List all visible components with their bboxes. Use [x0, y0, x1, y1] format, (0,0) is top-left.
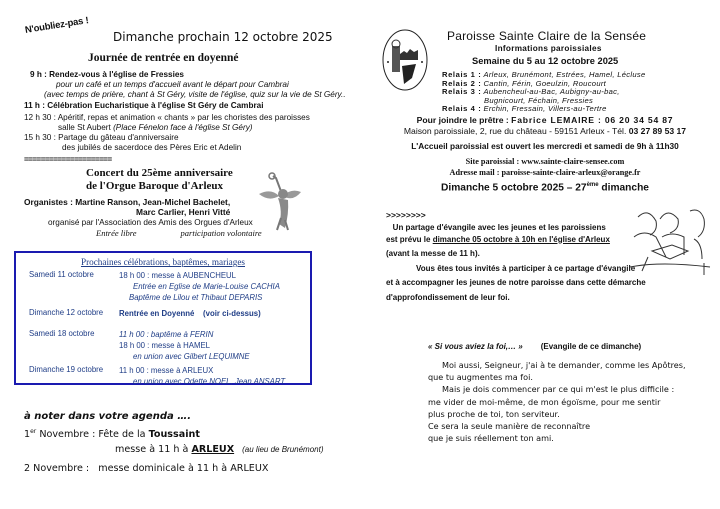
relais-villages: Erchin, Fressain, Villers-au-Tertre — [483, 104, 607, 114]
address: Maison paroissiale, 2, rue du château - 59151 Arleux - Tél. — [403, 125, 629, 136]
prayer-text — [428, 359, 686, 444]
relais-label: Relais 1 : — [442, 70, 482, 79]
celebration-line: en union avec Gilbert LEQUIMNE — [133, 352, 250, 361]
concert-title-line1: Concert du 25ème anniversaire — [86, 167, 233, 179]
concert-organists — [24, 197, 230, 217]
prayer-line: que je suis réellement ton ami. — [428, 433, 554, 444]
relais-villages: Aubencheul-au-Bac, Aubigny-au-bac, — [483, 87, 620, 97]
arrows-marker: >>>>>>>> — [386, 210, 426, 220]
celebration-line: en union avec Odette NOEL, Jean ANSART — [133, 377, 286, 386]
celebration-line: 11 h 00 : baptême à FERIN — [119, 330, 214, 339]
prayer-line: plus proche de toi, ton serviteur. — [428, 408, 560, 419]
gospel-line: Un partage d'évangile avec les jeunes et les paroissiens — [386, 223, 606, 232]
gospel-line: et à accompagner les jeunes de notre paroisse dans cette démarche — [386, 278, 646, 287]
gospel-line: Vous êtes tous invités à participer à ce partage d'évangile — [416, 263, 636, 273]
concert-organizer: organisé par l'Association des Amis des Orgues d'Arleux — [48, 218, 253, 227]
gospel-date-place: dimanche 05 octobre à 10h en l'église d'Arleux — [432, 234, 610, 244]
celebration-line: 18 h 00 : messe à AUBENCHEUL — [119, 271, 237, 280]
schedule-detail: salle St Aubert — [58, 123, 114, 133]
organists-line1: Organistes : Martine Ranson, Jean-Michel Bachelet, — [24, 197, 231, 207]
agenda-date: 1 — [24, 429, 31, 441]
agenda-item: 2 Novembre : messe dominicale à 11 h à ARLEUX — [24, 463, 269, 475]
schedule-title: Rendez-vous à l'église de Fressies — [49, 70, 184, 79]
contact-block — [370, 115, 720, 136]
info-title: Informations paroissiales — [495, 44, 602, 53]
gospel-line: (avant la messe de 11 h). — [386, 249, 480, 258]
celebration-row — [29, 270, 306, 303]
agenda-section — [24, 409, 324, 476]
agenda-item-detail — [24, 442, 324, 457]
prayer-line: Mais je dois commencer par ce qui m'est le plus difficile : — [442, 384, 675, 395]
phone: 03 27 89 53 17 — [628, 125, 687, 136]
parish-seal-icon — [380, 26, 430, 94]
relais-label: Relais 2 : — [442, 78, 482, 88]
sunday-sup: ème — [586, 182, 599, 188]
celebration-day: Samedi 11 octobre — [29, 270, 94, 279]
organists-line2: Marc Carlier, Henri Vitté — [136, 207, 231, 217]
schedule-item — [24, 101, 263, 111]
celebration-row — [29, 308, 306, 319]
quote-header — [428, 342, 641, 351]
prayer-line: Ce sera la seule manière de reconnaître — [428, 421, 591, 432]
parish-title: Paroisse Sainte Claire de la Sensée — [447, 29, 647, 43]
agenda-text: Novembre : Fête de la — [36, 429, 149, 441]
celebrations-box — [14, 251, 312, 385]
week-heading: Semaine du 5 au 12 octobre 2025 — [472, 56, 619, 66]
celebration-day: Samedi 18 octobre — [29, 329, 95, 338]
celebration-day: Dimanche 12 octobre — [29, 308, 104, 317]
concert-entry — [96, 228, 262, 238]
schedule-item — [24, 133, 241, 153]
schedule-item — [24, 113, 310, 133]
entry-label: Entrée libre — [96, 228, 137, 238]
celebration-line: Baptême de Lilou et Thibaut DEPARIS — [129, 293, 263, 302]
prayer-line: me vider de moi-même, de mon égoïsme, pour me sentir — [428, 396, 661, 407]
people-reading-icon — [624, 207, 716, 277]
agenda-feast: Toussaint — [148, 429, 200, 441]
reminder-label: N'oubliez-pas ! — [24, 15, 90, 36]
agenda-date-sup: er — [30, 428, 37, 435]
celebration-row — [29, 329, 306, 362]
schedule-title: Célébration Eucharistique à l'église St Géry de Cambrai — [47, 101, 264, 110]
concert-title — [86, 167, 233, 193]
celebration-row — [29, 365, 306, 387]
gospel-share-text — [386, 222, 646, 303]
schedule-title: Apéritif, repas et animation « chants » par les choristes des paroisses — [57, 113, 310, 122]
quote-title: « Si vous aviez la foi,… » — [428, 342, 523, 351]
celebration-line: Rentrée en Doyenné (voir ci-dessus) — [119, 309, 261, 318]
celebration-line: 18 h 00 : messe à HAMEL — [119, 341, 211, 350]
participation-label: participation volontaire — [180, 228, 262, 238]
day-title: Journée de rentrée en doyenné — [88, 52, 239, 64]
website-link[interactable]: Site paroissial : www.sainte-claire-sensee.com — [465, 157, 625, 166]
relais-villages: Bugnicourt, Féchain, Fressies — [484, 95, 594, 105]
sunday-suffix: dimanche — [598, 182, 649, 194]
agenda-note: (au lieu de Brunémont) — [242, 445, 324, 455]
email-link[interactable]: Adresse mail : paroisse-sainte-claire-arleux@orange.fr — [449, 167, 641, 177]
schedule-time: 15 h 30 : — [24, 133, 56, 142]
agenda-place: ARLEUX — [191, 444, 235, 456]
gospel-line: est prévu le — [386, 234, 433, 244]
quote-source: (Evangile de ce dimanche) — [540, 342, 642, 351]
schedule-time: 9 h : — [30, 70, 47, 79]
schedule-item — [30, 70, 346, 101]
schedule-detail-italic: (Place Fénelon face à l'église St Géry) — [113, 123, 253, 133]
sunday-heading — [370, 182, 720, 193]
schedule-detail: pour un café et un temps d'accueil avant le départ pour Cambrai — [56, 80, 289, 90]
relais-item — [442, 105, 646, 114]
schedule-title: Partage du gâteau d'anniversaire — [58, 133, 179, 142]
web-contact — [370, 157, 720, 178]
schedule-detail: des jubilés de sacerdoce des Pères Eric et Adelin — [62, 143, 242, 153]
gospel-line: d'approfondissement de leur foi. — [386, 292, 510, 302]
sunday-prefix: Dimanche 5 octobre 2025 – 27 — [441, 182, 587, 194]
relais-label: Relais 4 : — [442, 104, 482, 114]
concert-title-line2: de l'Orgue Baroque d'Arleux — [86, 180, 223, 192]
celebrations-title: Prochaines célébrations, baptêmes, mariages — [80, 257, 246, 267]
agenda-item — [24, 424, 324, 442]
priest-label: Pour joindre le prêtre : — [416, 115, 512, 125]
relais-villages: Cantin, Férin, Goeulzin, Roucourt — [483, 78, 607, 88]
agenda-header: à noter dans votre agenda …. — [24, 411, 192, 422]
relais-list — [442, 71, 646, 114]
priest-contact: Fabrice LEMAIRE : 06 20 34 54 87 — [511, 115, 674, 125]
angel-trumpet-icon — [255, 172, 305, 232]
relais-label: Relais 3 : — [442, 87, 482, 97]
prayer-line: Moi aussi, Seigneur, j'ai à te demander, comme les Apôtres, — [442, 360, 686, 370]
celebration-line: Entrée en Eglise de Marie-Louise CACHIA — [133, 282, 280, 291]
schedule-time: 12 h 30 : — [24, 113, 56, 122]
accueil-hours: L'Accueil paroissial est ouvert les mercredi et samedi de 9h à 11h30 — [411, 141, 679, 151]
prayer-line: que tu augmentes ma foi. — [428, 372, 533, 383]
schedule-time: 11 h : — [24, 101, 45, 110]
agenda-text: messe à 11 h à — [115, 444, 192, 456]
celebration-line: 11 h 00 : messe à ARLEUX — [119, 366, 214, 375]
separator: ===================== — [24, 155, 112, 164]
celebration-day: Dimanche 19 octobre — [29, 365, 104, 374]
schedule-detail: (avec temps de prière, chant à St Géry, visite de l'église, quiz sur la vie de St Géry.. — [44, 90, 346, 100]
next-sunday-heading: Dimanche prochain 12 octobre 2025 — [113, 30, 333, 44]
relais-villages: Arleux, Brunémont, Estrées, Hamel, Lécluse — [483, 70, 646, 79]
